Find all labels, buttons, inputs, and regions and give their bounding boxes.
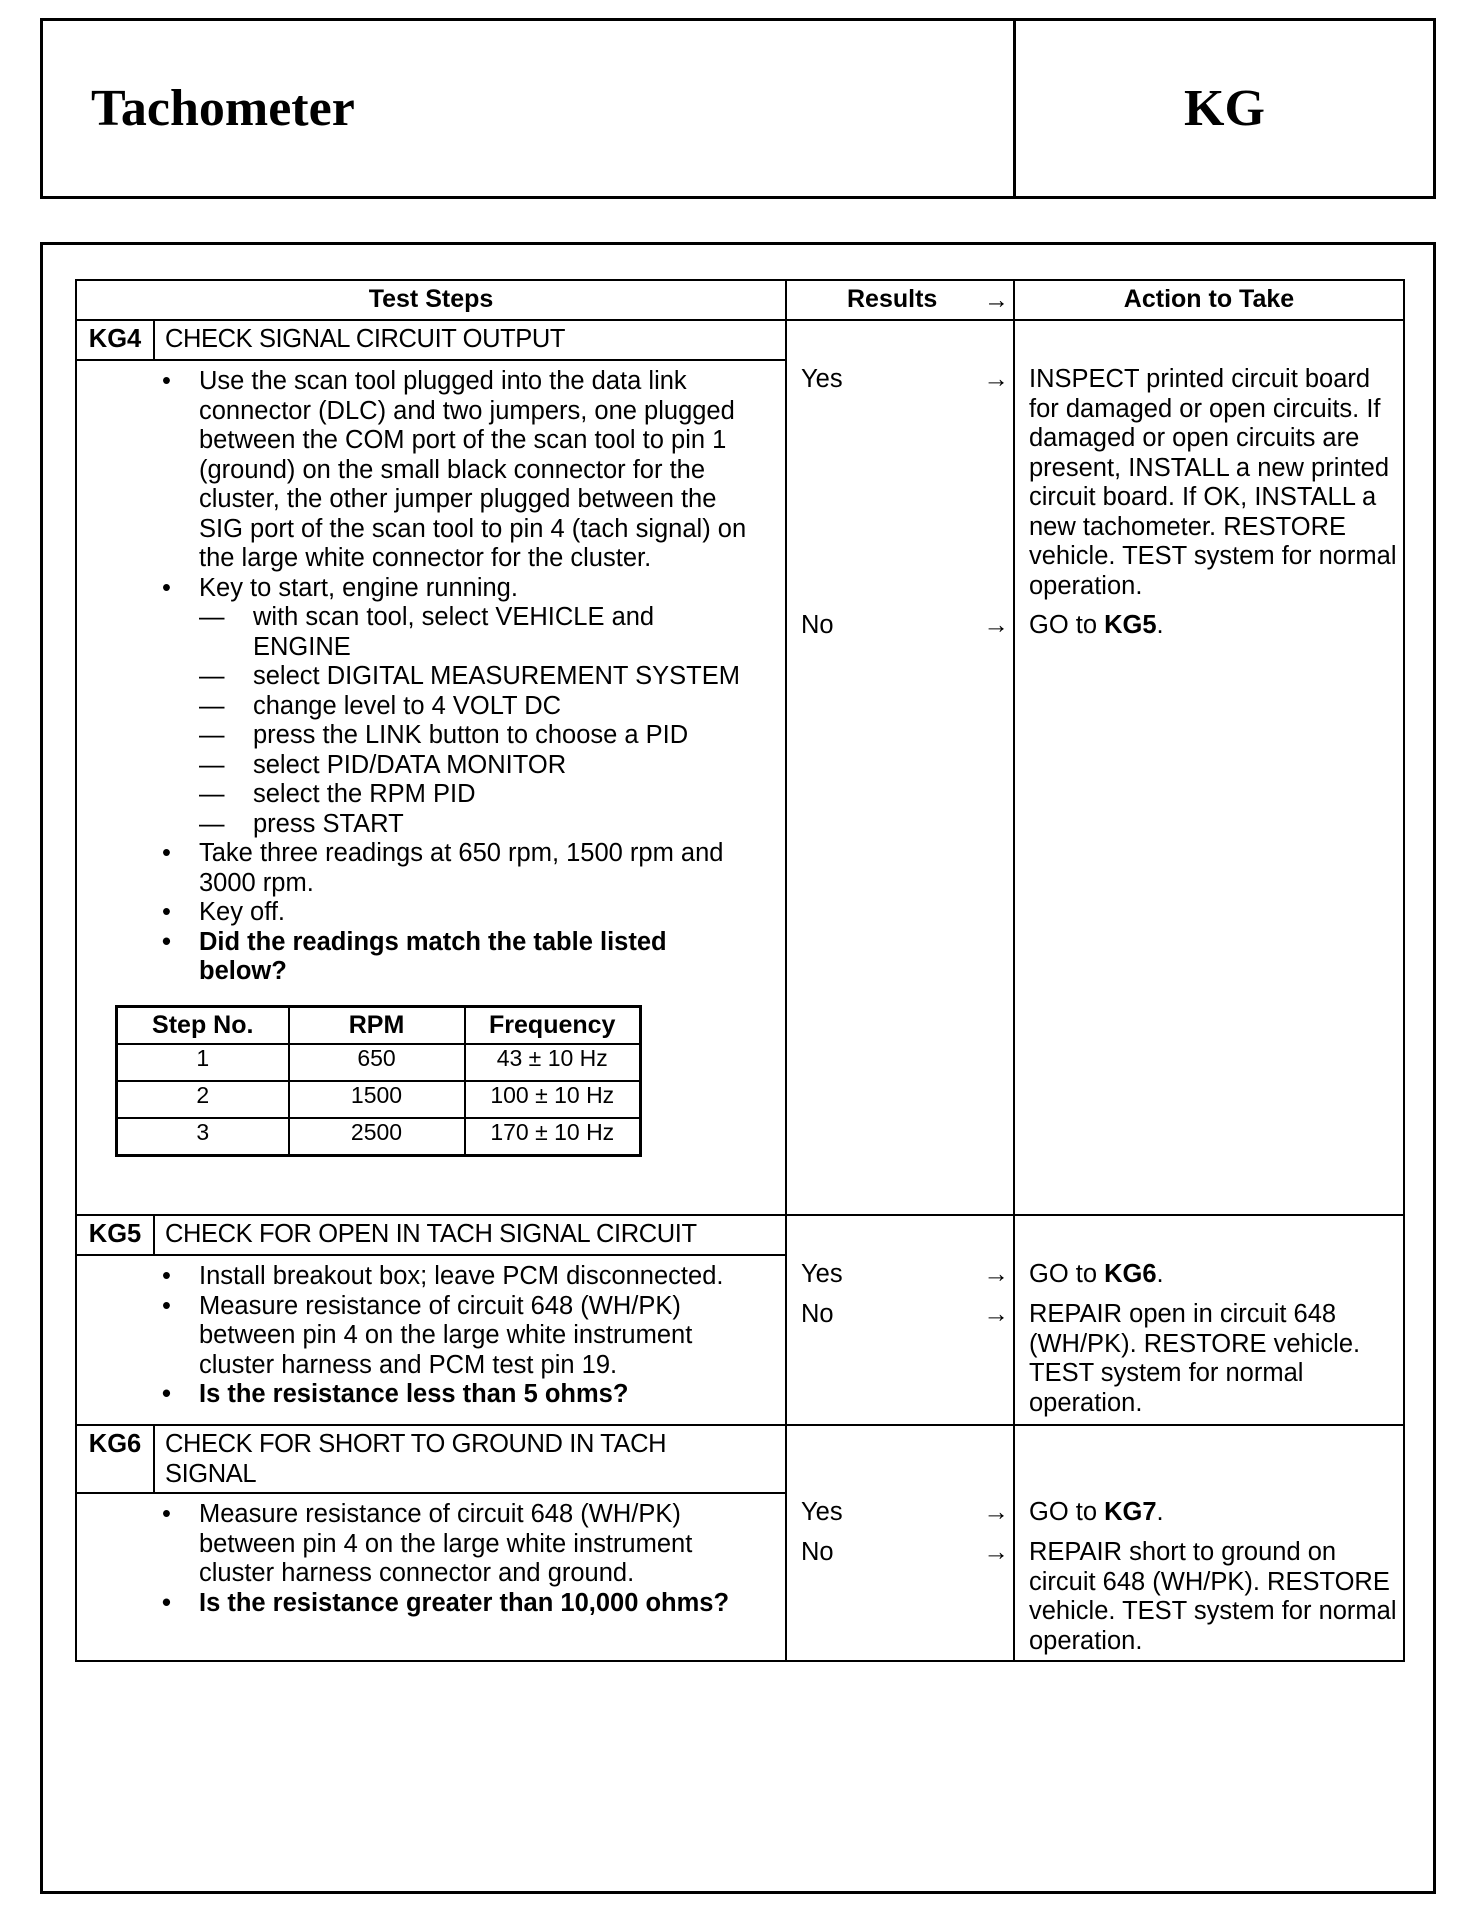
table-row (117, 1044, 641, 1081)
step-header (77, 1216, 785, 1256)
step-no-cell: 1 (117, 1044, 289, 1081)
list-item: • Use the scan tool plugged into the data link connector (DLC) and two jumpers, one plugged between the COM port of the scan tool to pin 1 (ground) on the small black connector for the cluster, the other jumper plugged between the SIG port of the scan tool to pin 4 (tach signal) on the large white connector for the cluster. (157, 367, 755, 574)
result-yes (801, 1498, 1009, 1528)
result-label: Yes (801, 1498, 843, 1526)
step-id: KG5 (77, 1216, 155, 1254)
list-item: • Take three readings at 650 rpm, 1500 rpm and 3000 rpm. (157, 839, 755, 898)
action-text: . (1156, 1260, 1164, 1288)
step-kg4 (76, 320, 786, 1215)
action-text: GO to (1029, 1498, 1105, 1526)
action-no: REPAIR open in circuit 648 (WH/PK). RESTORE vehicle. TEST system for normal operation. (1029, 1300, 1361, 1417)
step-reference: KG7 (1104, 1498, 1157, 1526)
action-heading: Action to Take (1014, 280, 1404, 320)
result-yes (801, 1260, 1009, 1290)
header-code-cell (1016, 21, 1433, 196)
results-kg5 (786, 1215, 1014, 1425)
header-title-cell (43, 21, 1016, 196)
result-no (801, 611, 1009, 641)
sub-list-item: — press the LINK button to choose a PID (199, 721, 755, 751)
result-label: Yes (801, 365, 843, 393)
results-kg6 (786, 1425, 1014, 1661)
table-header-row (76, 280, 1404, 320)
result-no (801, 1538, 1009, 1568)
table-row (117, 1118, 641, 1156)
page-title: Tachometer (91, 80, 355, 137)
step-body (77, 1494, 785, 1624)
table-row (76, 1425, 1404, 1661)
frequency-heading: Frequency (465, 1006, 641, 1044)
action-no: REPAIR short to ground on circuit 648 (WH/PK). RESTORE vehicle. TEST system for normal operation. (1029, 1538, 1397, 1655)
sub-list-item: — with scan tool, select VEHICLE and ENGINE (199, 603, 755, 662)
arrow-icon: → (983, 1260, 1009, 1288)
list-item: • Measure resistance of circuit 648 (WH/PK) between pin 4 on the large white instrument cluster harness and PCM test pin 19. (157, 1292, 755, 1381)
step-no-heading: Step No. (117, 1006, 289, 1044)
action-yes: INSPECT printed circuit board for damaged or open circuits. If damaged or open circuits are present, INSTALL a new printed circuit board. If OK, INSTALL a new tachometer. RESTORE vehicle. TEST system for normal operation. (1029, 365, 1397, 600)
test-steps-table (75, 279, 1405, 1662)
action-yes (1029, 1498, 1401, 1528)
step-title: CHECK FOR SHORT TO GROUND IN TACH SIGNAL (165, 1430, 667, 1488)
page-header (40, 18, 1436, 199)
arrow-icon: → (983, 1538, 1009, 1566)
step-reference: KG5 (1104, 611, 1157, 639)
sub-list-item: — select DIGITAL MEASUREMENT SYSTEM (199, 662, 755, 692)
rpm-cell: 1500 (289, 1081, 465, 1118)
results-heading-label: Results (847, 285, 938, 314)
result-no (801, 1300, 1009, 1330)
rpm-cell: 650 (289, 1044, 465, 1081)
frequency-header-row (117, 1006, 641, 1044)
step-header (77, 321, 785, 361)
action-text: GO to (1029, 1260, 1105, 1288)
arrow-icon: → (983, 1300, 1009, 1328)
step-reference: KG6 (1104, 1260, 1157, 1288)
action-text: GO to (1029, 611, 1105, 639)
section-code: KG (1184, 80, 1265, 137)
step-body (77, 361, 785, 1163)
step-id: KG4 (77, 321, 155, 359)
result-label: No (801, 1300, 834, 1328)
sub-list-item: — press START (199, 810, 755, 840)
frequency-cell: 170 ± 10 Hz (465, 1118, 641, 1156)
list-item-text: Key to start, engine running. (199, 573, 518, 602)
step-no-cell: 3 (117, 1118, 289, 1156)
table-row (76, 320, 1404, 1215)
sub-list-item: — select PID/DATA MONITOR (199, 751, 755, 781)
sub-list-item: — select the RPM PID (199, 780, 755, 810)
step-kg5 (76, 1215, 786, 1425)
actions-kg4 (1014, 320, 1404, 1215)
frequency-cell: 100 ± 10 Hz (465, 1081, 641, 1118)
arrow-icon: → (983, 365, 1009, 393)
question-item: • Did the readings match the table listed below? (157, 928, 755, 987)
actions-kg6 (1014, 1425, 1404, 1661)
step-title: CHECK SIGNAL CIRCUIT OUTPUT (165, 325, 566, 353)
action-text: . (1156, 1498, 1164, 1526)
sub-list-item: — change level to 4 VOLT DC (199, 692, 755, 722)
frequency-table (115, 1005, 642, 1157)
step-id: KG6 (77, 1426, 155, 1492)
action-no (1029, 611, 1401, 641)
result-label: No (801, 1538, 834, 1566)
question-item: • Is the resistance less than 5 ohms? (157, 1380, 755, 1410)
arrow-icon: → (983, 611, 1009, 639)
rpm-cell: 2500 (289, 1118, 465, 1156)
list-item: • Measure resistance of circuit 648 (WH/PK) between pin 4 on the large white instrument cluster harness connector and ground. (157, 1500, 755, 1589)
table-row (76, 1215, 1404, 1425)
results-arrow-icon: → (984, 286, 1009, 314)
frequency-cell: 43 ± 10 Hz (465, 1044, 641, 1081)
step-kg6 (76, 1425, 786, 1661)
question-item: • Is the resistance greater than 10,000 ohms? (157, 1589, 755, 1619)
step-header (77, 1426, 785, 1494)
actions-kg5 (1014, 1215, 1404, 1425)
result-yes (801, 365, 1009, 395)
result-label: Yes (801, 1260, 843, 1288)
list-item: • Install breakout box; leave PCM disconnected. (157, 1262, 755, 1292)
list-item (157, 574, 755, 840)
content-frame (40, 242, 1436, 1894)
results-kg4 (786, 320, 1014, 1215)
step-body (77, 1256, 785, 1416)
test-steps-heading: Test Steps (76, 280, 786, 320)
list-item: • Key off. (157, 898, 755, 928)
step-no-cell: 2 (117, 1081, 289, 1118)
results-heading (786, 280, 1014, 320)
result-label: No (801, 611, 834, 639)
action-yes (1029, 1260, 1401, 1290)
arrow-icon: → (983, 1498, 1009, 1526)
action-text: . (1156, 611, 1164, 639)
step-title: CHECK FOR OPEN IN TACH SIGNAL CIRCUIT (165, 1220, 697, 1248)
rpm-heading: RPM (289, 1006, 465, 1044)
table-row (117, 1081, 641, 1118)
